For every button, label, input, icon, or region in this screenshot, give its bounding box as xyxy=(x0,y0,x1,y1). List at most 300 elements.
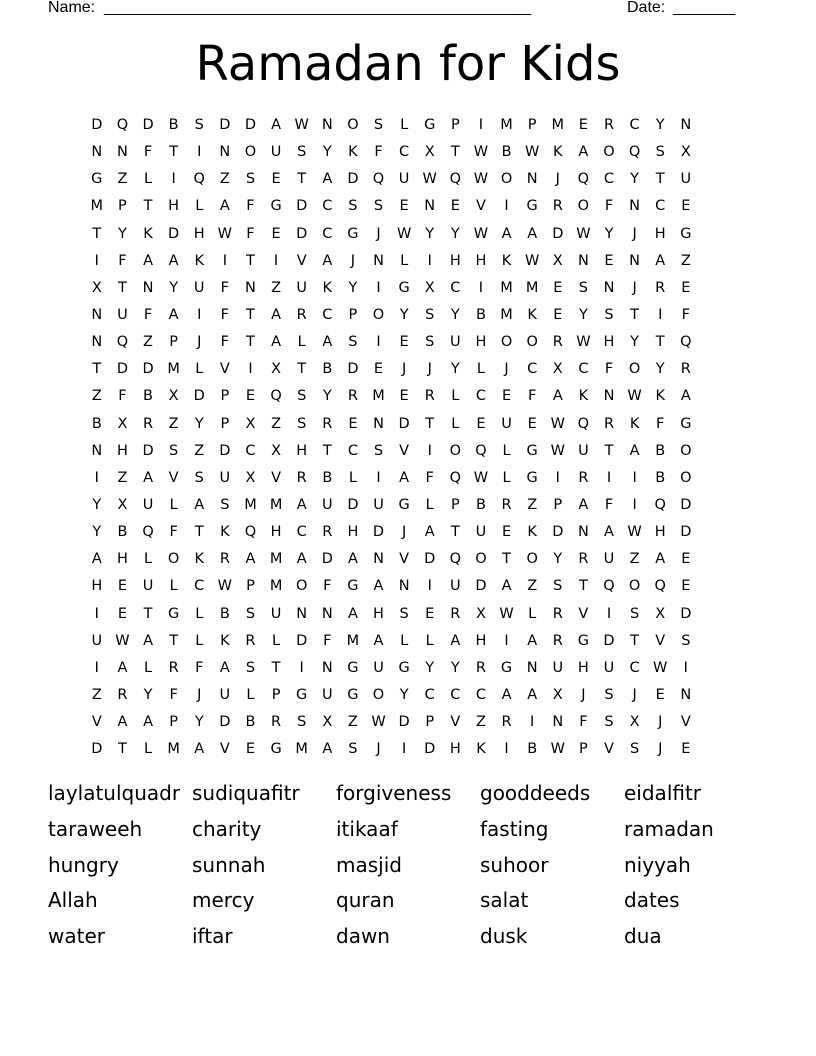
grid-letter[interactable]: B xyxy=(117,524,128,541)
grid-letter[interactable]: S xyxy=(373,198,384,215)
grid-letter[interactable]: J xyxy=(504,361,509,378)
grid-letter[interactable]: N xyxy=(526,659,538,676)
grid-letter[interactable]: U xyxy=(475,524,487,541)
grid-letter[interactable]: R xyxy=(347,388,358,405)
grid-letter[interactable]: L xyxy=(425,632,434,649)
grid-letter[interactable]: F xyxy=(681,306,690,323)
grid-letter[interactable]: V xyxy=(680,714,691,731)
grid-letter[interactable]: Z xyxy=(117,171,128,188)
grid-letter[interactable]: A xyxy=(194,496,205,513)
grid-letter[interactable]: K xyxy=(322,279,333,296)
grid-letter[interactable]: Q xyxy=(577,415,590,432)
grid-letter[interactable]: B xyxy=(527,741,538,758)
grid-letter[interactable]: D xyxy=(321,551,333,568)
grid-letter[interactable]: N xyxy=(373,551,384,568)
grid-letter[interactable]: U xyxy=(219,686,231,703)
grid-letter[interactable]: R xyxy=(501,496,512,513)
grid-letter[interactable]: U xyxy=(450,334,461,351)
grid-letter[interactable]: F xyxy=(374,144,383,161)
grid-letter[interactable]: I xyxy=(478,117,484,133)
grid-letter[interactable]: S xyxy=(604,686,614,703)
grid-letter[interactable]: U xyxy=(91,632,103,649)
grid-letter[interactable]: S xyxy=(604,714,614,731)
grid-letter[interactable]: S xyxy=(578,279,588,296)
grid-letter[interactable]: O xyxy=(347,117,359,133)
grid-letter[interactable]: R xyxy=(142,415,154,432)
grid-letter[interactable]: H xyxy=(116,442,128,459)
grid-letter[interactable]: A xyxy=(527,632,538,649)
grid-letter[interactable]: F xyxy=(527,388,537,405)
grid-letter[interactable]: M xyxy=(500,117,513,133)
grid-letter[interactable]: H xyxy=(475,252,487,269)
grid-letter[interactable]: I xyxy=(427,252,432,269)
grid-letter[interactable]: C xyxy=(603,171,615,188)
grid-letter[interactable]: V xyxy=(296,252,307,269)
grid-letter[interactable]: B xyxy=(475,306,486,323)
grid-letter[interactable]: Y xyxy=(425,225,435,242)
grid-letter[interactable]: N xyxy=(680,686,692,703)
grid-letter[interactable]: E xyxy=(117,605,127,622)
grid-letter[interactable]: U xyxy=(270,144,282,161)
grid-letter[interactable]: U xyxy=(501,415,512,432)
grid-letter[interactable]: B xyxy=(655,469,666,486)
grid-letter[interactable]: C xyxy=(629,659,640,676)
grid-letter[interactable]: Q xyxy=(680,334,692,351)
name-field[interactable]: ________________________________________________ xyxy=(104,0,532,16)
grid-letter[interactable]: Q xyxy=(603,578,615,595)
grid-letter[interactable]: Z xyxy=(168,415,179,432)
grid-letter[interactable]: Y xyxy=(450,361,460,378)
grid-letter[interactable]: Y xyxy=(425,659,435,676)
grid-letter[interactable]: T xyxy=(297,361,307,378)
grid-letter[interactable]: W xyxy=(499,605,514,622)
grid-letter[interactable]: S xyxy=(629,741,640,758)
grid-letter[interactable]: L xyxy=(143,659,153,676)
grid-letter[interactable]: Y xyxy=(348,279,358,296)
grid-letter[interactable]: T xyxy=(246,306,255,323)
grid-letter[interactable]: Q xyxy=(654,578,666,595)
grid-letter[interactable]: U xyxy=(398,171,410,188)
grid-letter[interactable]: D xyxy=(424,741,436,758)
grid-letter[interactable]: M xyxy=(295,741,308,758)
grid-letter[interactable]: N xyxy=(577,524,589,541)
grid-letter[interactable]: R xyxy=(271,714,282,731)
grid-letter[interactable]: G xyxy=(424,117,436,133)
grid-letter[interactable]: C xyxy=(578,361,589,378)
grid-letter[interactable]: Y xyxy=(117,225,127,242)
grid-letter[interactable]: C xyxy=(322,225,333,242)
grid-letter[interactable]: I xyxy=(299,659,304,676)
grid-letter[interactable]: F xyxy=(604,361,614,378)
grid-letter[interactable]: G xyxy=(526,198,538,215)
grid-letter[interactable]: L xyxy=(400,632,409,649)
grid-letter[interactable]: E xyxy=(681,551,691,568)
grid-letter[interactable]: I xyxy=(427,442,432,459)
grid-letter[interactable]: L xyxy=(246,686,255,703)
grid-letter[interactable]: R xyxy=(552,334,563,351)
grid-letter[interactable]: Y xyxy=(194,714,204,731)
grid-letter[interactable]: D xyxy=(91,117,103,133)
grid-letter[interactable]: I xyxy=(478,279,484,296)
grid-letter[interactable]: Z xyxy=(475,714,486,731)
grid-letter[interactable]: F xyxy=(118,252,127,269)
grid-letter[interactable]: P xyxy=(553,496,563,513)
grid-letter[interactable]: T xyxy=(450,524,460,541)
grid-letter[interactable]: L xyxy=(400,117,409,133)
grid-letter[interactable]: J xyxy=(427,361,432,378)
grid-letter[interactable]: P xyxy=(169,714,178,731)
grid-letter[interactable]: G xyxy=(398,279,410,296)
grid-letter[interactable]: A xyxy=(143,252,153,269)
grid-letter[interactable]: J xyxy=(197,334,202,351)
grid-letter[interactable]: L xyxy=(400,252,409,269)
grid-letter[interactable]: U xyxy=(142,496,154,513)
grid-letter[interactable]: L xyxy=(195,198,204,215)
grid-letter[interactable]: V xyxy=(450,714,461,731)
grid-letter[interactable]: U xyxy=(321,496,333,513)
grid-letter[interactable]: A xyxy=(578,496,589,513)
grid-letter[interactable]: D xyxy=(398,714,410,731)
grid-letter[interactable]: R xyxy=(655,279,666,296)
grid-letter[interactable]: I xyxy=(171,171,176,188)
grid-letter[interactable]: A xyxy=(527,686,538,703)
grid-letter[interactable]: W xyxy=(294,117,309,133)
grid-letter[interactable]: T xyxy=(630,632,640,649)
grid-letter[interactable]: A xyxy=(271,334,282,351)
grid-letter[interactable]: H xyxy=(91,578,103,595)
grid-letter[interactable]: K xyxy=(629,415,640,432)
grid-letter[interactable]: T xyxy=(578,578,588,595)
grid-letter[interactable]: Y xyxy=(630,334,640,351)
grid-letter[interactable]: Y xyxy=(450,306,460,323)
grid-letter[interactable]: D xyxy=(424,551,436,568)
grid-letter[interactable]: P xyxy=(271,686,281,703)
grid-letter[interactable]: X xyxy=(475,605,486,622)
grid-letter[interactable]: J xyxy=(632,225,637,242)
grid-letter[interactable]: G xyxy=(347,578,359,595)
grid-letter[interactable]: M xyxy=(269,551,283,568)
grid-letter[interactable]: L xyxy=(476,361,485,378)
grid-letter[interactable]: J xyxy=(350,252,356,269)
grid-letter[interactable]: D xyxy=(296,198,308,215)
grid-letter[interactable]: K xyxy=(194,551,204,568)
grid-letter[interactable]: L xyxy=(143,171,153,188)
grid-letter[interactable]: F xyxy=(169,686,178,703)
grid-letter[interactable]: Y xyxy=(578,306,588,323)
grid-letter[interactable]: S xyxy=(399,605,409,622)
grid-letter[interactable]: M xyxy=(551,117,565,133)
grid-letter[interactable]: R xyxy=(296,469,307,486)
grid-letter[interactable]: C xyxy=(450,279,461,296)
grid-letter[interactable]: J xyxy=(376,741,381,758)
grid-letter[interactable]: J xyxy=(658,714,663,731)
grid-letter[interactable]: Z xyxy=(347,714,358,731)
grid-letter[interactable]: N xyxy=(603,388,615,405)
grid-letter[interactable]: A xyxy=(501,578,512,595)
grid-letter[interactable]: O xyxy=(680,469,692,486)
grid-letter[interactable]: Z xyxy=(194,442,205,459)
grid-letter[interactable]: P xyxy=(348,306,358,323)
grid-letter[interactable]: H xyxy=(577,659,589,676)
grid-letter[interactable]: T xyxy=(117,279,127,296)
grid-letter[interactable]: A xyxy=(296,551,307,568)
grid-letter[interactable]: E xyxy=(117,578,127,595)
grid-letter[interactable]: L xyxy=(169,496,178,513)
grid-letter[interactable]: L xyxy=(348,469,357,486)
grid-letter[interactable]: O xyxy=(577,198,590,215)
grid-letter[interactable]: N xyxy=(321,117,333,133)
grid-letter[interactable]: C xyxy=(296,524,307,541)
grid-letter[interactable]: D xyxy=(475,578,487,595)
grid-letter[interactable]: R xyxy=(603,117,615,133)
grid-letter[interactable]: B xyxy=(219,605,230,622)
grid-letter[interactable]: J xyxy=(376,225,381,242)
grid-letter[interactable]: S xyxy=(348,741,358,758)
grid-letter[interactable]: M xyxy=(346,632,360,649)
grid-letter[interactable]: S xyxy=(194,117,204,133)
grid-letter[interactable]: A xyxy=(194,741,205,758)
grid-letter[interactable]: I xyxy=(197,144,202,161)
grid-letter[interactable]: W xyxy=(217,225,233,242)
grid-letter[interactable]: I xyxy=(632,469,637,486)
grid-letter[interactable]: A xyxy=(168,306,179,323)
grid-letter[interactable]: D xyxy=(603,632,615,649)
grid-letter[interactable]: E xyxy=(348,415,358,432)
grid-letter[interactable]: R xyxy=(552,632,563,649)
grid-letter[interactable]: D xyxy=(552,225,564,242)
grid-letter[interactable]: X xyxy=(322,714,333,731)
grid-letter[interactable]: W xyxy=(473,225,489,242)
grid-letter[interactable]: L xyxy=(272,632,281,649)
grid-letter[interactable]: A xyxy=(655,551,666,568)
grid-letter[interactable]: H xyxy=(654,225,666,242)
grid-letter[interactable]: U xyxy=(219,469,231,486)
grid-letter[interactable]: D xyxy=(347,496,359,513)
grid-letter[interactable]: D xyxy=(193,388,205,405)
grid-letter[interactable]: L xyxy=(143,551,153,568)
grid-letter[interactable]: W xyxy=(217,578,233,595)
grid-letter[interactable]: A xyxy=(219,659,230,676)
grid-letter[interactable]: M xyxy=(500,279,513,296)
grid-letter[interactable]: T xyxy=(169,632,179,649)
grid-letter[interactable]: W xyxy=(627,524,642,541)
grid-letter[interactable]: Y xyxy=(604,225,614,242)
grid-letter[interactable]: A xyxy=(347,551,358,568)
grid-letter[interactable]: Z xyxy=(527,578,538,595)
grid-letter[interactable]: R xyxy=(296,306,307,323)
grid-letter[interactable]: M xyxy=(269,578,283,595)
grid-letter[interactable]: V xyxy=(219,361,230,378)
grid-letter[interactable]: I xyxy=(555,469,560,486)
grid-letter[interactable]: T xyxy=(92,361,102,378)
grid-letter[interactable]: J xyxy=(658,741,663,758)
grid-letter[interactable]: Z xyxy=(271,415,282,432)
grid-letter[interactable]: K xyxy=(348,144,358,161)
grid-letter[interactable]: Q xyxy=(270,388,282,405)
grid-letter[interactable]: L xyxy=(195,605,204,622)
grid-letter[interactable]: T xyxy=(322,442,332,459)
grid-letter[interactable]: R xyxy=(578,469,589,486)
grid-letter[interactable]: O xyxy=(628,361,641,378)
grid-letter[interactable]: E xyxy=(553,279,563,296)
grid-letter[interactable]: I xyxy=(401,741,407,758)
grid-letter[interactable]: T xyxy=(143,605,153,622)
grid-letter[interactable]: Q xyxy=(654,496,666,513)
grid-letter[interactable]: T xyxy=(246,334,255,351)
grid-letter[interactable]: N xyxy=(629,252,641,269)
grid-letter[interactable]: T xyxy=(169,144,179,161)
grid-letter[interactable]: B xyxy=(143,388,153,405)
grid-letter[interactable]: G xyxy=(680,225,692,242)
grid-letter[interactable]: O xyxy=(475,551,487,568)
grid-letter[interactable]: M xyxy=(525,279,539,296)
grid-letter[interactable]: Z xyxy=(219,171,230,188)
grid-letter[interactable]: Y xyxy=(92,524,102,541)
grid-letter[interactable]: N xyxy=(398,578,410,595)
grid-letter[interactable]: P xyxy=(220,388,230,405)
grid-letter[interactable]: S xyxy=(604,306,614,323)
grid-letter[interactable]: O xyxy=(372,306,385,323)
grid-letter[interactable]: S xyxy=(245,171,256,188)
grid-letter[interactable]: E xyxy=(271,171,281,188)
grid-letter[interactable]: F xyxy=(195,659,204,676)
grid-letter[interactable]: D xyxy=(142,361,154,378)
grid-letter[interactable]: Z xyxy=(91,686,102,703)
grid-letter[interactable]: I xyxy=(94,252,99,269)
grid-letter[interactable]: Q xyxy=(116,117,129,133)
grid-letter[interactable]: G xyxy=(347,659,359,676)
grid-letter[interactable]: C xyxy=(322,306,333,323)
grid-letter[interactable]: P xyxy=(425,714,435,731)
grid-letter[interactable]: X xyxy=(245,415,256,432)
grid-letter[interactable]: A xyxy=(501,686,512,703)
grid-letter[interactable]: I xyxy=(504,741,509,758)
grid-letter[interactable]: F xyxy=(323,632,332,649)
grid-letter[interactable]: O xyxy=(167,551,180,568)
grid-letter[interactable]: S xyxy=(297,144,307,161)
grid-letter[interactable]: R xyxy=(552,605,563,622)
grid-letter[interactable]: T xyxy=(425,415,435,432)
grid-letter[interactable]: G xyxy=(398,659,410,676)
grid-letter[interactable]: R xyxy=(117,686,128,703)
grid-letter[interactable]: D xyxy=(347,361,359,378)
grid-letter[interactable]: N xyxy=(321,659,333,676)
grid-letter[interactable]: N xyxy=(296,605,308,622)
grid-letter[interactable]: Y xyxy=(630,171,640,188)
grid-letter[interactable]: T xyxy=(450,144,460,161)
grid-letter[interactable]: W xyxy=(550,442,565,459)
grid-letter[interactable]: U xyxy=(193,279,205,296)
grid-letter[interactable]: G xyxy=(347,225,359,242)
grid-letter[interactable]: E xyxy=(527,415,537,432)
grid-letter[interactable]: I xyxy=(606,469,612,486)
grid-letter[interactable]: C xyxy=(347,442,358,459)
grid-letter[interactable]: I xyxy=(197,306,202,323)
grid-letter[interactable]: W xyxy=(550,741,565,758)
grid-letter[interactable]: X xyxy=(680,144,691,161)
grid-letter[interactable]: Y xyxy=(169,279,179,296)
grid-letter[interactable]: U xyxy=(117,306,128,323)
grid-letter[interactable]: G xyxy=(270,741,282,758)
grid-letter[interactable]: W xyxy=(524,252,540,269)
grid-letter[interactable]: L xyxy=(143,741,153,758)
grid-letter[interactable]: Q xyxy=(475,442,487,459)
grid-letter[interactable]: U xyxy=(373,659,384,676)
grid-letter[interactable]: D xyxy=(219,714,231,731)
grid-letter[interactable]: E xyxy=(578,117,588,133)
grid-letter[interactable]: A xyxy=(271,117,282,133)
grid-letter[interactable]: W xyxy=(576,225,591,242)
grid-letter[interactable]: I xyxy=(376,279,381,296)
grid-letter[interactable]: Y xyxy=(655,117,665,133)
grid-letter[interactable]: G xyxy=(270,198,282,215)
grid-letter[interactable]: Z xyxy=(91,388,102,405)
grid-letter[interactable]: S xyxy=(348,334,358,351)
grid-letter[interactable]: S xyxy=(194,469,204,486)
grid-letter[interactable]: N xyxy=(373,415,384,432)
grid-letter[interactable]: V xyxy=(655,632,666,649)
grid-letter[interactable]: N xyxy=(91,144,103,161)
grid-letter[interactable]: R xyxy=(322,524,333,541)
grid-letter[interactable]: A xyxy=(143,714,153,731)
grid-letter[interactable]: V xyxy=(91,714,102,731)
grid-letter[interactable]: V xyxy=(168,469,179,486)
grid-letter[interactable]: T xyxy=(297,171,307,188)
grid-letter[interactable]: D xyxy=(244,117,257,133)
grid-letter[interactable]: F xyxy=(220,306,230,323)
grid-letter[interactable]: D xyxy=(91,741,103,758)
grid-letter[interactable]: W xyxy=(115,632,130,649)
grid-letter[interactable]: H xyxy=(373,605,384,622)
grid-letter[interactable]: B xyxy=(245,714,256,731)
grid-letter[interactable]: Z xyxy=(117,469,128,486)
grid-letter[interactable]: R xyxy=(475,659,486,676)
grid-letter[interactable]: H xyxy=(475,632,487,649)
grid-letter[interactable]: A xyxy=(91,551,102,568)
grid-letter[interactable]: F xyxy=(118,388,127,405)
grid-letter[interactable]: V xyxy=(399,442,410,459)
grid-letter[interactable]: V xyxy=(271,469,282,486)
grid-letter[interactable]: H xyxy=(347,524,359,541)
grid-letter[interactable]: N xyxy=(424,198,436,215)
grid-letter[interactable]: S xyxy=(373,442,384,459)
grid-letter[interactable]: S xyxy=(348,198,358,215)
grid-letter[interactable]: F xyxy=(425,469,434,486)
grid-letter[interactable]: W xyxy=(653,659,668,676)
grid-letter[interactable]: A xyxy=(527,225,538,242)
grid-letter[interactable]: U xyxy=(296,279,307,296)
grid-letter[interactable]: F xyxy=(323,578,332,595)
grid-letter[interactable]: V xyxy=(219,741,230,758)
grid-letter[interactable]: M xyxy=(167,361,180,378)
grid-letter[interactable]: D xyxy=(372,524,385,541)
grid-letter[interactable]: H xyxy=(654,524,666,541)
grid-letter[interactable]: M xyxy=(500,306,513,323)
grid-letter[interactable]: W xyxy=(473,144,489,161)
grid-letter[interactable]: R xyxy=(603,415,615,432)
grid-letter[interactable]: G xyxy=(526,442,538,459)
grid-letter[interactable]: Q xyxy=(449,551,462,568)
grid-letter[interactable]: W xyxy=(422,171,437,188)
grid-letter[interactable]: G xyxy=(91,171,103,188)
grid-letter[interactable]: Q xyxy=(244,524,257,541)
grid-letter[interactable]: X xyxy=(655,605,666,622)
grid-letter[interactable]: K xyxy=(527,306,537,323)
grid-letter[interactable]: T xyxy=(143,198,153,215)
grid-letter[interactable]: K xyxy=(553,144,563,161)
grid-letter[interactable]: G xyxy=(398,496,410,513)
grid-letter[interactable]: B xyxy=(322,469,333,486)
